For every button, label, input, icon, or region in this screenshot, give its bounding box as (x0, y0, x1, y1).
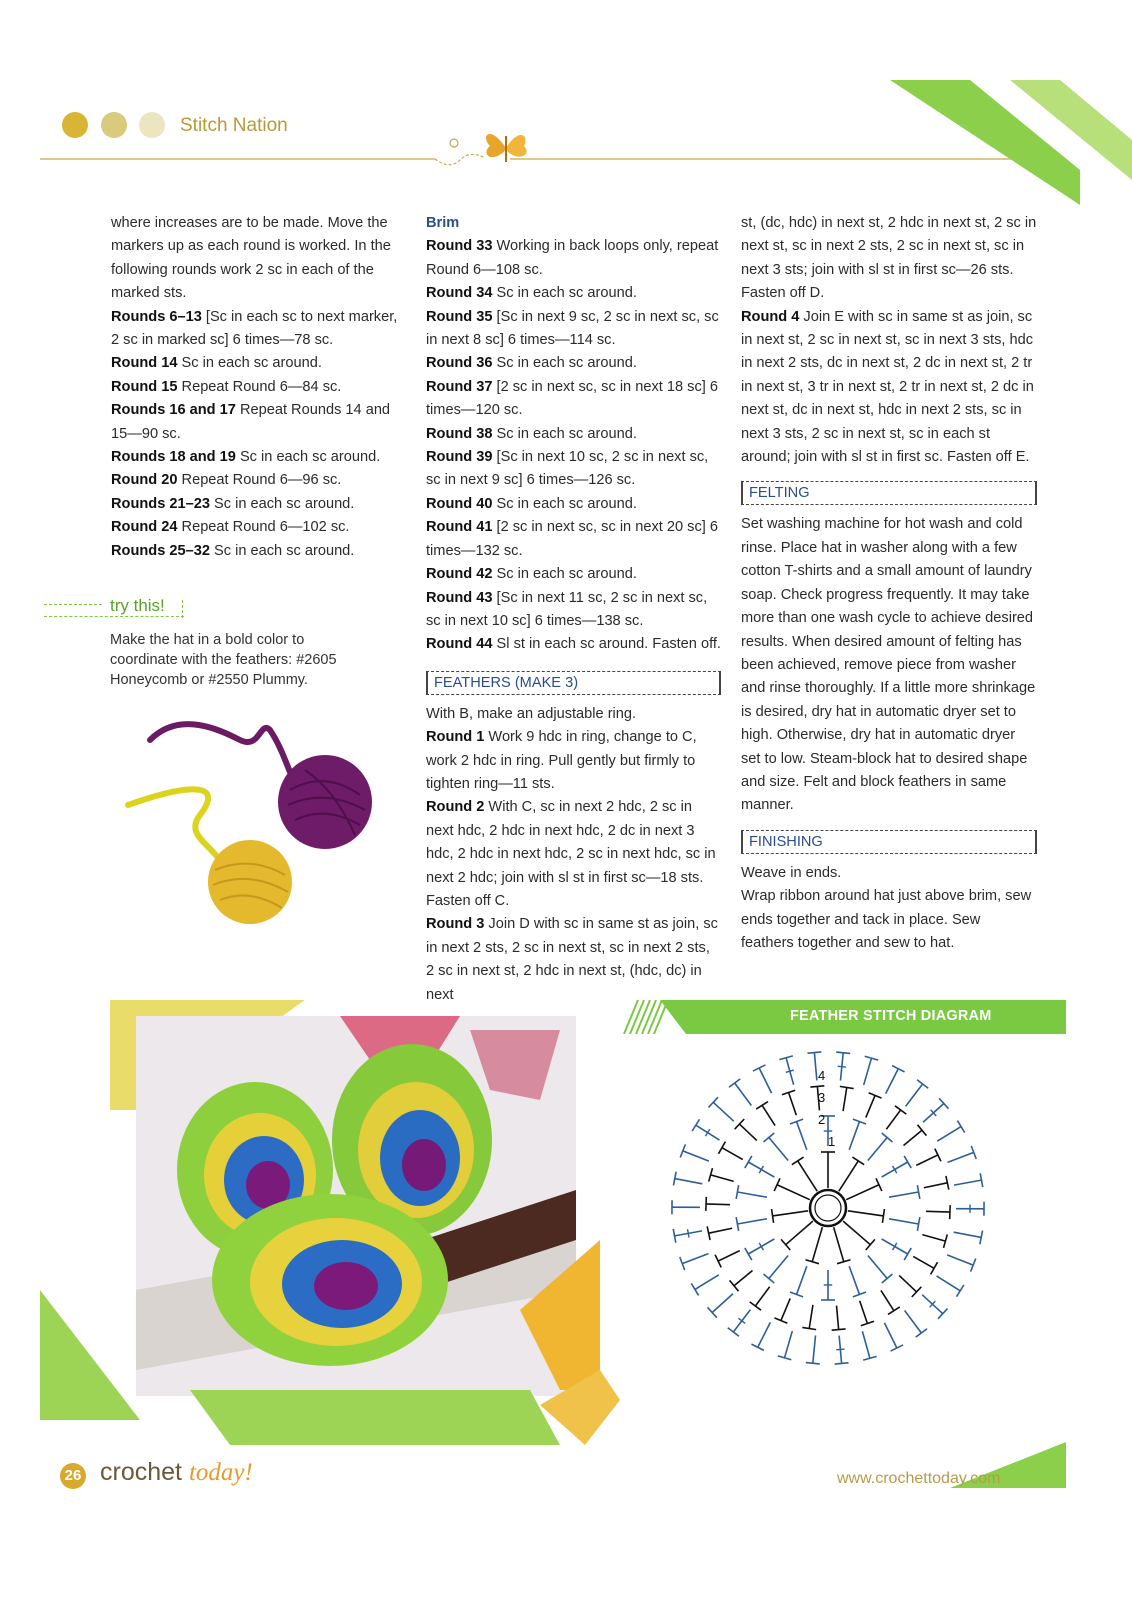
round4-stitch-14-top (916, 1329, 927, 1337)
brim-para-1: Round 34 Sc in each sc around. (426, 285, 637, 302)
column1-para-9: Rounds 25–32 Sc in each sc around. (111, 542, 355, 559)
round3-stitch-13 (837, 1306, 839, 1330)
round4-stitch-3-top (892, 1066, 905, 1072)
round4-stitch-7 (948, 1152, 974, 1162)
round2-stitch-11-top (764, 1274, 775, 1283)
round1-stitch-4 (843, 1221, 870, 1245)
round4-stitch-23-top (691, 1283, 698, 1295)
round3-stitch-4 (903, 1130, 921, 1145)
round3-stitch-5-top (935, 1149, 941, 1162)
round3-stitch-12 (860, 1301, 868, 1324)
finishing-para-1: Weave in ends. (741, 864, 842, 881)
round4-stitch-22 (712, 1294, 733, 1313)
brim-para-3: Round 36 Sc in each sc around. (426, 355, 637, 372)
round3-stitch-2 (866, 1095, 875, 1117)
round4-stitch-32 (759, 1068, 771, 1093)
brim-para-4: Round 37 [2 sc in next sc, sc in next 18 sc] 6 times—120 sc. (426, 378, 718, 419)
round3-stitch-9-top (931, 1262, 938, 1274)
round1-stitch-10 (798, 1161, 817, 1191)
round4-stitch-12-top (956, 1285, 963, 1297)
round3-stitch-24-top (756, 1102, 768, 1110)
round3-stitch-22-top (718, 1142, 725, 1154)
round-label-1: 1 (828, 1134, 836, 1149)
round3-stitch-11-top (888, 1307, 900, 1315)
round4-stitch-21-top (728, 1328, 739, 1336)
round2-stitch-8 (849, 1266, 859, 1294)
round2-stitch-7-top (882, 1274, 893, 1283)
round4-stitch-6 (937, 1127, 961, 1142)
round3-stitch-6 (924, 1183, 947, 1188)
round3-stitch-14-top (802, 1327, 816, 1329)
round4-stitch-3 (886, 1069, 899, 1094)
round4-stitch-23 (695, 1275, 719, 1290)
try-this-heading: try this! (110, 596, 165, 615)
round3-stitch-23 (739, 1124, 756, 1141)
round1-stitch-2 (846, 1185, 879, 1200)
round1-stitch-3 (848, 1211, 884, 1216)
round4-stitch-4 (906, 1084, 923, 1106)
column-3 (741, 212, 1037, 955)
brim-para-8: Round 41 [2 sc in next sc, sc in next 20 sc] 6 times—132 sc. (426, 519, 718, 559)
column1-para-0: where increases are to be made. Move the markers up as each round is worked. In the following rounds work 2 sc in each of the marked sts. (111, 215, 391, 302)
felting-text: Set washing machine for hot wash and cold rinse. Place hat in washer along with a few cotton T-shirts and a small amount of laundry soap. Check progress frequently. It may take more than one wash cycle to achieve desired results. When desired amount of felting has been achieved, remove piece from washer and rinse thoroughly. If a little more shrinkage is desired, dry hat in automatic dryer set to high. Otherwise, dry hat in automatic dryer set to low. Steam-block hat to desired shape and size. Felt and block feathers in same manner. (741, 516, 1036, 814)
round-label-2: 2 (818, 1112, 826, 1127)
round3-stitch-13-top (832, 1329, 846, 1330)
brim-para-2: Round 35 [Sc in next 9 sc, 2 sc in next sc, sc in next 8 sc] 6 times—114 sc. (426, 308, 719, 349)
page-header (0, 0, 1132, 200)
round1-stitch-1-top (852, 1157, 864, 1165)
finishing-para-2: Wrap ribbon around hat just above brim, sew ends together and tack in place. Sew feathers together and sew to hat. (741, 888, 1032, 951)
round-label-3: 3 (818, 1090, 826, 1105)
round3-stitch-1 (843, 1087, 847, 1111)
round4-stitch-24 (682, 1254, 708, 1264)
round1-stitch-5 (834, 1227, 844, 1262)
feathers-para-1: Round 1 Work 9 hdc in ring, change to C, work 2 hdc in ring. Pull gently but firmly to tighten ring—11 sts. (426, 729, 697, 792)
round2-stitch-14 (737, 1192, 767, 1197)
round2-stitch-13 (737, 1219, 767, 1224)
round3-stitch-19 (709, 1228, 732, 1233)
round2-stitch-10 (797, 1266, 807, 1294)
page-number-badge (60, 1463, 86, 1489)
column1-para-7: Rounds 21–23 Sc in each sc around. (111, 495, 355, 512)
feathers-para-0: With B, make an adjustable ring. (426, 705, 637, 722)
round2-stitch-2 (868, 1138, 887, 1161)
magazine-name-2: today! (188, 1459, 253, 1486)
round4-stitch-10 (954, 1232, 981, 1237)
round3-stitch-15 (781, 1298, 790, 1320)
round4-stitch-11 (947, 1255, 973, 1265)
round3-stitch-18 (718, 1251, 740, 1261)
column1-para-8: Round 24 Repeat Round 6—102 sc. (111, 519, 350, 536)
round4-stitch-27 (675, 1179, 702, 1184)
round3-stitch-25 (789, 1093, 797, 1116)
round4-stitch-32-top (753, 1065, 766, 1071)
try-this-text: Make the hat in a bold color to coordinate with the feathers: #2605 Honeycomb or #2550 Plummy. (110, 632, 337, 688)
round4-stitch-31 (735, 1083, 752, 1105)
column-2 (426, 212, 721, 1007)
round2-stitch-11 (769, 1255, 788, 1278)
round4-stitch-25-bar (688, 1229, 690, 1237)
round2-stitch-3-top (904, 1156, 911, 1168)
round1-stitch-6 (812, 1227, 822, 1262)
magazine-name (100, 1458, 253, 1487)
round4-stitch-0-top (807, 1052, 821, 1053)
diagram-title: FEATHER STITCH DIAGRAM (790, 1008, 992, 1024)
round1-stitch-9-top (774, 1178, 780, 1191)
corner-green-stripe (880, 80, 1132, 210)
round4-stitch-6-top (957, 1121, 964, 1133)
round1-stitch-8 (773, 1211, 809, 1216)
round4-stitch-29-top (692, 1119, 699, 1131)
round3-stitch-11 (881, 1290, 894, 1310)
feathers-para-2: Round 2 With C, sc in next 2 hdc, 2 sc in next hdc, 2 hdc in next hdc, 2 dc in next 3 hdc, 2 hdc in next hdc, 2 sc in next hdc, sc in next 2 hdc; join with sl st in first sc—18 sts. Fasten off C. (426, 799, 716, 909)
column1-para-1: Rounds 6–13 [Sc in each sc to next marker, 2 sc in marked sc] 6 times—78 sc. (111, 308, 398, 349)
column1-para-4: Rounds 16 and 17 Repeat Rounds 14 and 15—90 sc. (111, 402, 391, 442)
round3-continued: st, (dc, hdc) in next st, 2 hdc in next st, 2 sc in next st, sc in next 2 sts, 2 sc in next st, sc in next 3 sts; join with sl st in first sc—26 sts. Fasten off D. (741, 215, 1037, 302)
brim-para-10: Round 43 [Sc in next 11 sc, 2 sc in next sc, sc in next 10 sc] 6 times—138 sc. (426, 589, 708, 629)
footer-url[interactable]: www.crochettoday.com (837, 1470, 1001, 1487)
round3-stitch-17 (734, 1270, 752, 1285)
round4-stitch-1-bar (838, 1066, 846, 1067)
column1-para-3: Round 15 Repeat Round 6—84 sc. (111, 378, 342, 395)
diagram-banner (620, 1000, 1066, 1034)
section-title: Stitch Nation (180, 115, 288, 136)
finishing-heading: FINISHING (741, 830, 1037, 854)
round3-stitch-5 (916, 1155, 938, 1165)
round4-stitch-29-bar (705, 1129, 709, 1136)
round3-stitch-14 (809, 1305, 813, 1329)
round-label-4: 4 (818, 1068, 826, 1083)
round3-stitch-0-top (810, 1086, 824, 1087)
round4-stitch-31-top (729, 1079, 740, 1087)
round3-stitch-22 (722, 1148, 743, 1160)
round2-stitch-1 (849, 1122, 859, 1150)
feathers-para-3: Round 3 Join D with sc in same st as join, sc in next 2 sts, 2 sc in next st, sc in next 2 sts, 2 sc in next st, 2 hdc in next st, (hdc, dc) in next (426, 916, 718, 1003)
column1-para-2: Round 14 Sc in each sc around. (111, 355, 322, 372)
brim-heading: Brim (426, 215, 460, 231)
column1-para-5: Rounds 18 and 19 Sc in each sc around. (111, 449, 381, 466)
brim-para-9: Round 42 Sc in each sc around. (426, 566, 637, 583)
brim-para-11: Round 44 Sl st in each sc around. Fasten off. (426, 636, 721, 653)
round2-stitch-15-top (745, 1156, 752, 1168)
brim-para-5: Round 38 Sc in each sc around. (426, 425, 637, 442)
round2-stitch-17 (797, 1122, 807, 1150)
round4-stitch-2 (864, 1058, 872, 1085)
page-number: 26 (64, 1467, 82, 1484)
round3-stitch-24 (762, 1105, 775, 1125)
round3-stitch-10 (899, 1275, 916, 1292)
round1-stitch-2-top (876, 1178, 882, 1191)
round2-stitch-5 (889, 1219, 919, 1224)
diagram-ring-inner (815, 1195, 841, 1221)
butterfly-icon (480, 122, 532, 170)
round1-stitch-7 (786, 1221, 813, 1245)
round1-stitch-3-top (882, 1209, 884, 1223)
round2-stitch-7 (868, 1255, 887, 1278)
round3-stitch-8 (922, 1235, 945, 1242)
round4-stitch-4-top (917, 1080, 928, 1088)
round3-stitch-16-top (750, 1302, 761, 1310)
round3-stitch-18-top (715, 1255, 721, 1268)
magazine-name-1: crochet (100, 1458, 182, 1486)
round3-stitch-4-top (918, 1125, 927, 1136)
round3-stitch-7 (926, 1211, 950, 1212)
round3-stitch-3 (886, 1110, 900, 1129)
round4-stitch-28 (683, 1151, 709, 1161)
felting-heading: FELTING (741, 481, 1037, 505)
round2-stitch-4 (889, 1192, 919, 1197)
round2-stitch-12-top (745, 1248, 752, 1260)
round4-stitch-12 (936, 1276, 960, 1291)
round3-stitch-16 (755, 1287, 769, 1306)
brim-para-7: Round 40 Sc in each sc around. (426, 495, 637, 512)
brim-para-0: Round 33 Working in back loops only, repeat Round 6—108 sc. (426, 238, 719, 278)
round2-stitch-2-top (882, 1133, 893, 1142)
round1-stitch-10-top (792, 1157, 804, 1165)
round3-stitch-3-top (895, 1106, 906, 1114)
round4-stitch-1-top (836, 1052, 850, 1053)
round4-stitch-14 (905, 1311, 922, 1333)
round4-stitch-30 (713, 1102, 734, 1121)
round1-stitch-1 (839, 1161, 858, 1191)
round2-stitch-16-top (764, 1133, 775, 1142)
column-1 (111, 212, 403, 563)
round4-para: Round 4 Join E with sc in same st as join, sc in next st, 2 sc in next st, sc in next 3 sts, hdc in next 2 sts, dc in next st, 2 dc in next st, 2 tr in next st, 3 tr in next st, 2 tr in next st, 2 dc in next st, dc in next st, hdc in next 2 sts, sc in next 3 sts, 2 sc in next st, sc in each st around; join with sl st in first sc. Fasten off E. (741, 308, 1034, 466)
try-this-rule (44, 596, 389, 620)
round4-stitch-0 (814, 1053, 816, 1081)
round4-stitch-8 (954, 1180, 982, 1185)
round3-stitch-17-top (730, 1280, 739, 1291)
round2-stitch-6-top (904, 1248, 911, 1260)
round1-stitch-9 (777, 1185, 810, 1200)
round3-stitch-1-top (840, 1086, 854, 1088)
round1-stitch-8-top (772, 1209, 774, 1223)
round3-stitch-9 (913, 1256, 934, 1268)
yarn-balls-image (110, 700, 400, 940)
feather-stitch-diagram (660, 1040, 1020, 1390)
round3-stitch-20 (706, 1204, 730, 1205)
round2-stitch-16 (769, 1138, 788, 1161)
round3-stitch-21 (711, 1175, 734, 1182)
try-this-box (44, 596, 389, 690)
feathers-heading: FEATHERS (MAKE 3) (426, 671, 721, 695)
brim-para-6: Round 39 [Sc in next 10 sc, 2 sc in next sc, sc in next 9 sc] 6 times—126 sc. (426, 449, 709, 489)
column1-para-6: Round 20 Repeat Round 6—96 sc. (111, 472, 342, 489)
